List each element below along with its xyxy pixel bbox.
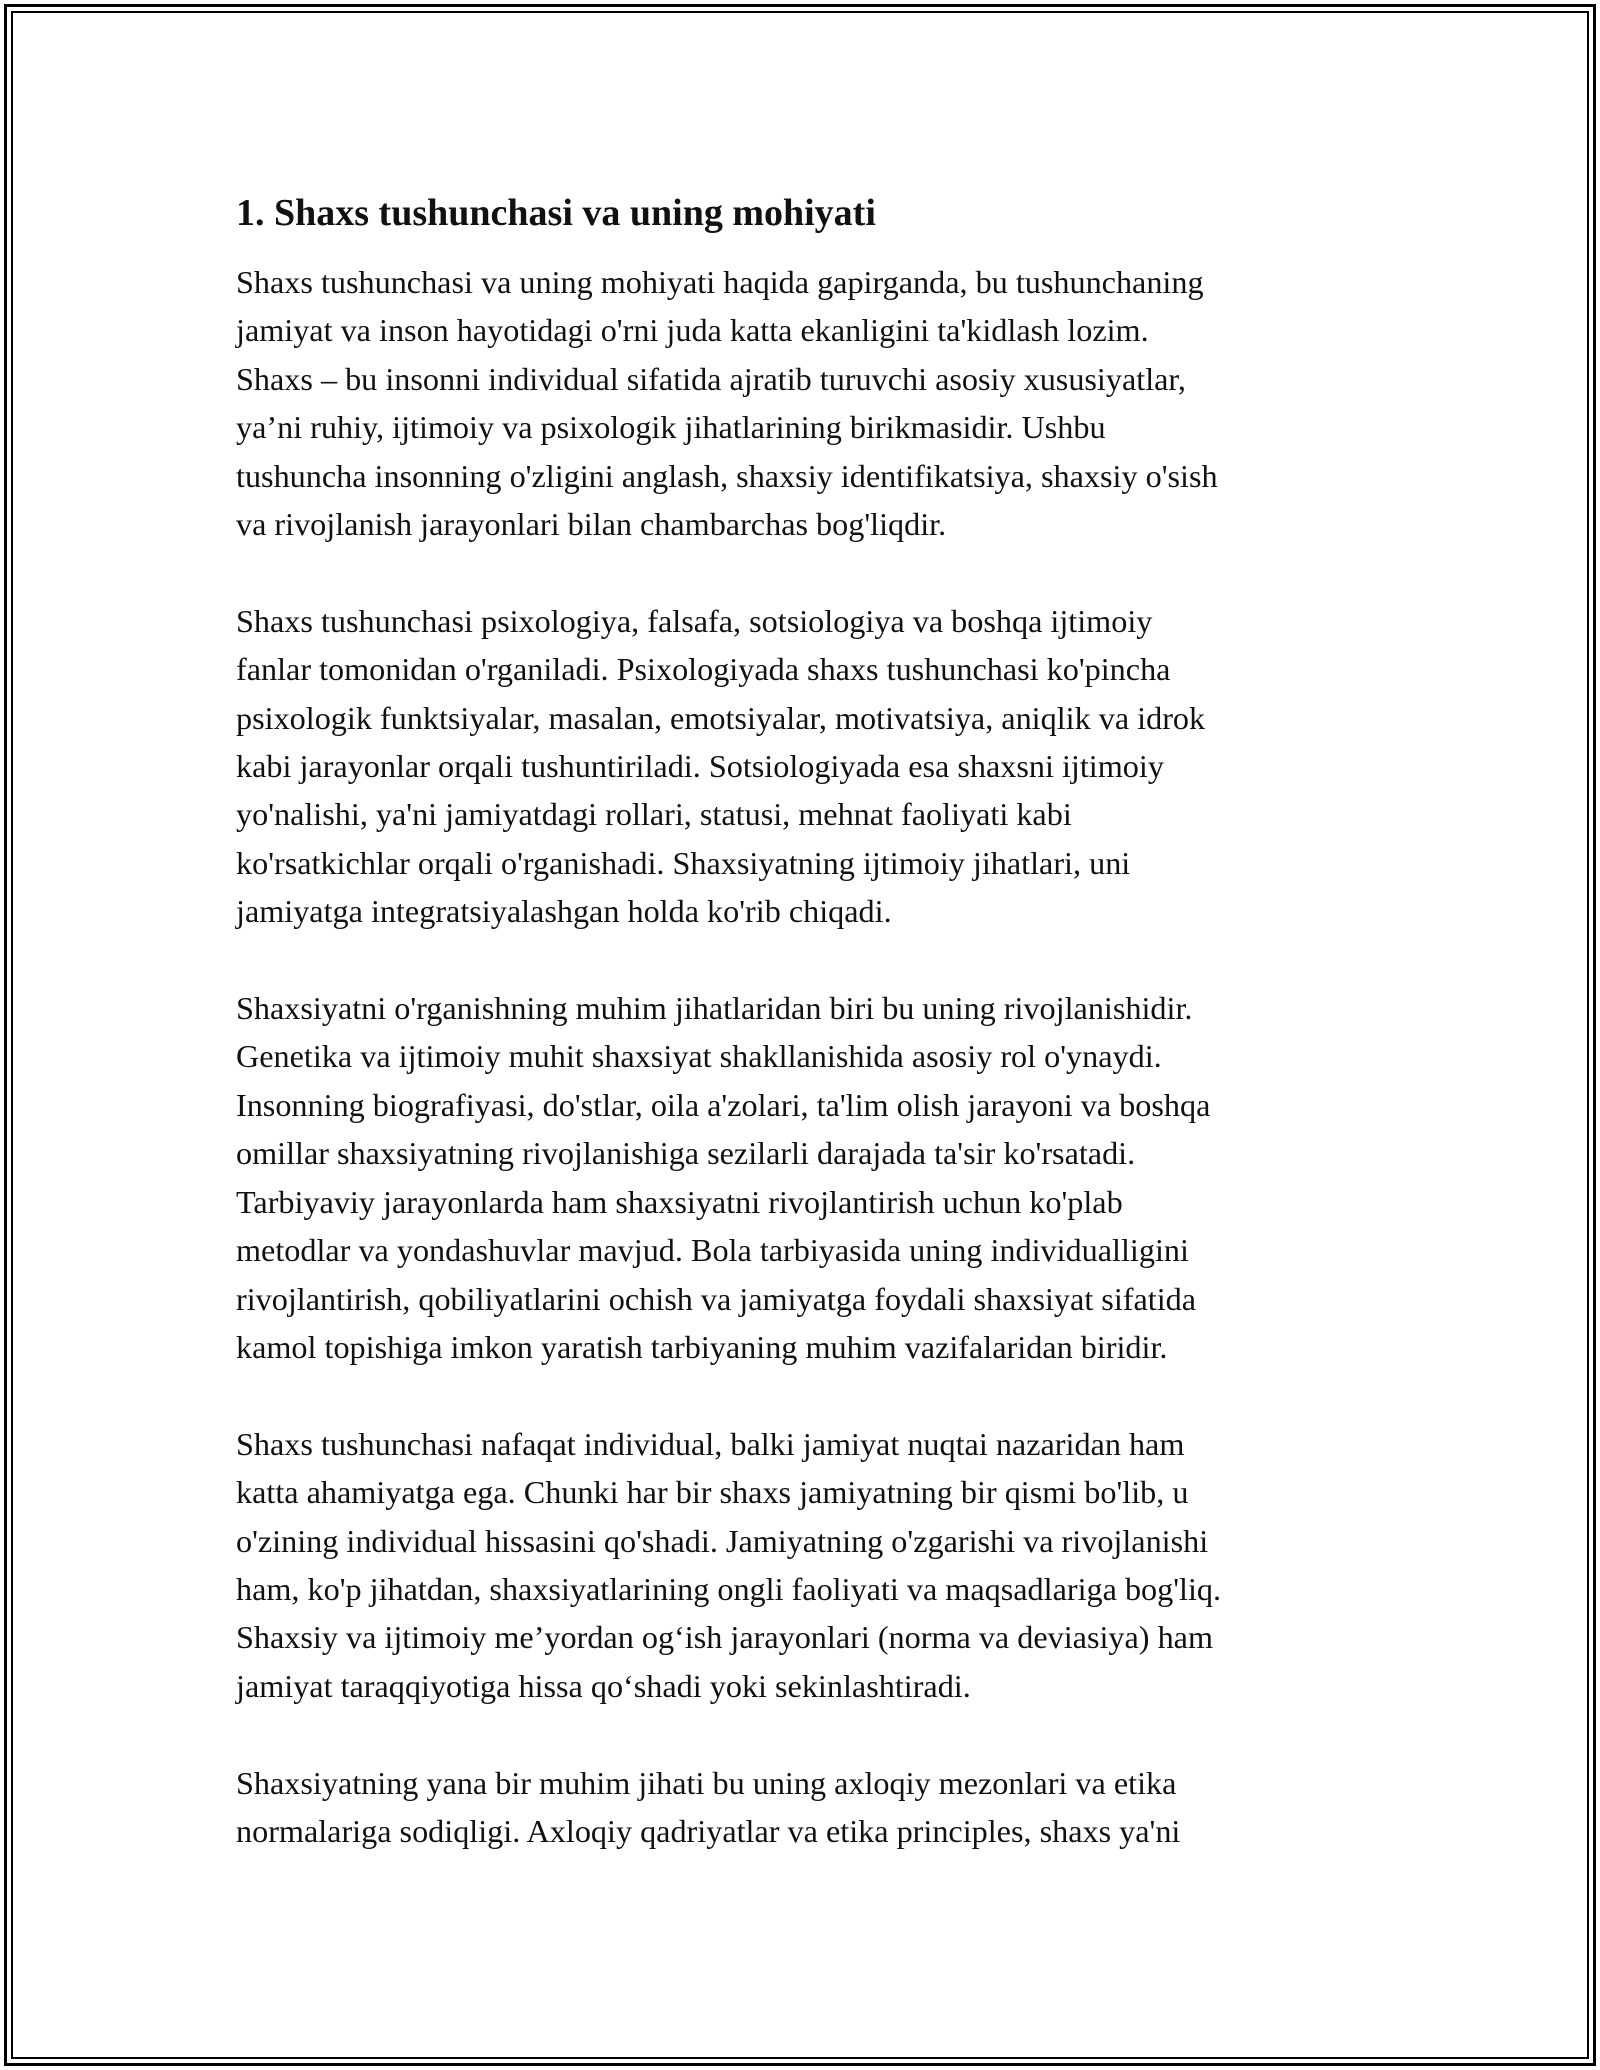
text-line: psixologik funktsiyalar, masalan, emotsiyalar, motivatsiya, aniqlik va idrok xyxy=(236,699,1206,736)
text-line: tushuncha insonning o'zligini anglash, shaxsiy identifikatsiya, shaxsiy o'sish xyxy=(236,457,1218,494)
text-line: rivojlantirish, qobiliyatlarini ochish va jamiyatga foydali shaxsiyat sifatida xyxy=(236,1280,1197,1317)
text-line: metodlar va yondashuvlar mavjud. Bola tarbiyasida uning individualligini xyxy=(236,1232,1189,1269)
text-line: kabi jarayonlar orqali tushuntiriladi. Sotsiologiyada esa shaxsni ijtimoiy xyxy=(236,748,1164,785)
text-line: Shaxs – bu insonni individual sifatida ajratib turuvchi asosiy xususiyatlar, xyxy=(236,360,1186,397)
paragraph-5 xyxy=(236,1759,1366,1856)
text-line: Shaxsiyatning yana bir muhim jihati bu uning axloqiy mezonlari va etika xyxy=(236,1764,1177,1801)
text-line: Tarbiyaviy jarayonlarda ham shaxsiyatni rivojlantirish uchun ko'plab xyxy=(236,1183,1123,1220)
text-line: normalariga sodiqligi. Axloqiy qadriyatlar va etika principles, shaxs ya'ni xyxy=(236,1812,1181,1849)
text-line: ham, ko'p jihatdan, shaxsiyatlarining ongli faoliyati va maqsadlariga bog'liq. xyxy=(236,1570,1222,1607)
text-line: fanlar tomonidan o'rganiladi. Psixologiyada shaxs tushunchasi ko'pincha xyxy=(236,651,1171,688)
text-line: Shaxs tushunchasi psixologiya, falsafa, sotsiologiya va boshqa ijtimoiy xyxy=(236,602,1153,639)
paragraph-2 xyxy=(236,597,1366,936)
text-line: Insonning biografiyasi, do'stlar, oila a'zolari, ta'lim olish jarayoni va boshqa xyxy=(236,1086,1211,1123)
text-line: kamol topishiga imkon yaratish tarbiyaning muhim vazifalaridan biridir. xyxy=(236,1328,1168,1365)
text-line: jamiyat taraqqiyotiga hissa qo‘shadi yoki sekinlashtiradi. xyxy=(236,1667,971,1704)
text-line: ya’ni ruhiy, ijtimoiy va psixologik jihatlarining birikmasidir. Ushbu xyxy=(236,409,1106,446)
text-line: katta ahamiyatga ega. Chunki har bir shaxs jamiyatning bir qismi bo'lib, u xyxy=(236,1474,1189,1511)
text-line: Shaxsiy va ijtimoiy me’yordan og‘ish jarayonlari (norma va deviasiya) ham xyxy=(236,1619,1213,1656)
text-line: yo'nalishi, ya'ni jamiyatdagi rollari, statusi, mehnat faoliyati kabi xyxy=(236,796,1072,833)
document-body xyxy=(236,188,1366,1904)
text-line: va rivojlanish jarayonlari bilan chambarchas bog'liqdir. xyxy=(236,506,947,543)
section-heading: 1. Shaxs tushunchasi va uning mohiyati xyxy=(236,192,876,234)
paragraph-3 xyxy=(236,984,1366,1371)
text-line: Genetika va ijtimoiy muhit shaxsiyat shakllanishida asosiy rol o'ynaydi. xyxy=(236,1038,1162,1075)
text-line: Shaxsiyatni o'rganishning muhim jihatlaridan biri bu uning rivojlanishidir. xyxy=(236,990,1193,1027)
paragraph-1 xyxy=(236,258,1366,548)
text-line: omillar shaxsiyatning rivojlanishiga sezilarli darajada ta'sir ko'rsatadi. xyxy=(236,1135,1136,1172)
text-line: o'zining individual hissasini qo'shadi. Jamiyatning o'zgarishi va rivojlanishi xyxy=(236,1522,1209,1559)
text-line: jamiyat va inson hayotidagi o'rni juda katta ekanligini ta'kidlash lozim. xyxy=(236,312,1149,349)
text-line: ko'rsatkichlar orqali o'rganishadi. Shaxsiyatning ijtimoiy jihatlari, uni xyxy=(236,844,1131,881)
paragraph-4 xyxy=(236,1420,1366,1710)
text-line: Shaxs tushunchasi va uning mohiyati haqida gapirganda, bu tushunchaning xyxy=(236,264,1204,300)
text-line: Shaxs tushunchasi nafaqat individual, balki jamiyat nuqtai nazaridan ham xyxy=(236,1425,1185,1462)
text-line: jamiyatga integratsiyalashgan holda ko'rib chiqadi. xyxy=(236,893,892,930)
